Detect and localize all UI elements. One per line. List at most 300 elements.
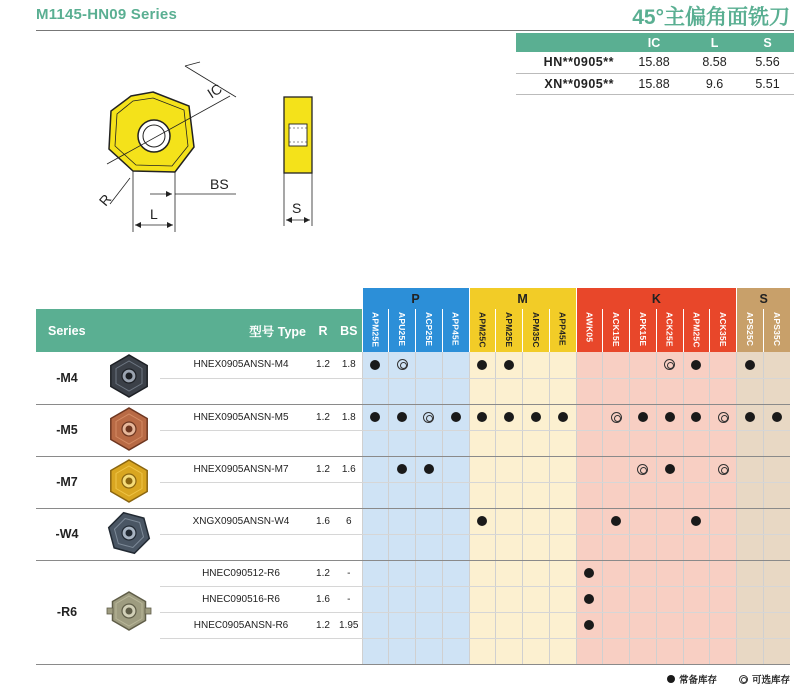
grade-cell [763, 560, 790, 586]
grade-cell [389, 638, 416, 664]
grade-cell [496, 638, 523, 664]
insert-type: HNEC090512-R6 [160, 560, 310, 586]
grade-cell [496, 404, 523, 430]
grade-header [389, 309, 416, 352]
grade-cell [603, 638, 630, 664]
grade-cell [416, 430, 443, 456]
insert-bs: 1.6 [336, 456, 362, 482]
standard-stock-icon [745, 360, 755, 370]
grade-label: ACK25E [664, 312, 675, 347]
grade-label: APP45E [450, 312, 461, 346]
grade-cell [603, 508, 630, 534]
insert-r [310, 430, 336, 456]
grade-cell [656, 638, 683, 664]
grade-cell [656, 534, 683, 560]
grade-cell [576, 508, 603, 534]
grade-cell [737, 612, 764, 638]
grade-cell [389, 456, 416, 482]
grade-cell [630, 430, 657, 456]
grade-cell [656, 482, 683, 508]
grade-label: ACK15E [611, 312, 622, 347]
grade-cell [576, 378, 603, 404]
insert-r [310, 378, 336, 404]
insert-m4-image [104, 353, 154, 399]
optional-stock-icon [637, 464, 648, 475]
grade-cell [603, 404, 630, 430]
standard-stock-icon [584, 568, 594, 578]
grade-cell [416, 482, 443, 508]
grade-cell [549, 560, 576, 586]
l-label: L [150, 206, 158, 222]
grade-cell [469, 586, 496, 612]
grade-cell [576, 430, 603, 456]
grade-cell [576, 638, 603, 664]
standard-stock-icon [397, 412, 407, 422]
standard-stock-icon [504, 360, 514, 370]
grade-cell [442, 638, 469, 664]
insert-bs [336, 534, 362, 560]
insert-r: 1.2 [310, 456, 336, 482]
dim-row [516, 52, 794, 73]
standard-stock-icon [397, 464, 407, 474]
grade-cell [710, 482, 737, 508]
grade-cell [710, 534, 737, 560]
grade-cell [442, 612, 469, 638]
grade-cell [362, 534, 389, 560]
grade-label: APK15E [637, 312, 648, 347]
grade-cell [710, 404, 737, 430]
grade-cell [763, 638, 790, 664]
grade-cell [630, 404, 657, 430]
insert-bs: 1.95 [336, 612, 362, 638]
grade-cell [683, 560, 710, 586]
grade-cell [416, 638, 443, 664]
grade-cell [362, 430, 389, 456]
grade-cell [603, 482, 630, 508]
grade-cell [416, 508, 443, 534]
grade-cell [362, 560, 389, 586]
optional-stock-icon [718, 412, 729, 423]
grade-cell [656, 612, 683, 638]
grade-cell [469, 612, 496, 638]
grade-cell [496, 534, 523, 560]
dimension-table [516, 33, 794, 95]
grade-cell [549, 638, 576, 664]
grade-cell [710, 560, 737, 586]
series-name: -R6 [36, 560, 98, 664]
grade-cell [576, 456, 603, 482]
standard-stock-icon [584, 594, 594, 604]
grade-cell [630, 508, 657, 534]
grade-cell [603, 378, 630, 404]
insert-bs [336, 378, 362, 404]
grade-cell [683, 352, 710, 378]
standard-stock-icon [370, 360, 380, 370]
grade-cell [763, 430, 790, 456]
dim-ic: 15.88 [620, 52, 688, 73]
grade-cell [576, 404, 603, 430]
table-row [36, 508, 790, 534]
dim-name: HN**0905** [516, 52, 620, 73]
optional-stock-icon [423, 412, 434, 423]
grade-header [469, 309, 496, 352]
insert-bs [336, 430, 362, 456]
grade-cell [523, 378, 550, 404]
grade-cell [523, 456, 550, 482]
standard-stock-icon [691, 412, 701, 422]
page-title: 45°主偏角面铣刀 [632, 6, 790, 29]
standard-stock-icon [667, 675, 675, 683]
grade-cell [523, 638, 550, 664]
grade-cell [630, 586, 657, 612]
grade-cell [389, 378, 416, 404]
grade-cell [416, 612, 443, 638]
insert-bs [336, 638, 362, 664]
grade-cell [656, 456, 683, 482]
table-row [36, 404, 790, 430]
grade-cell [442, 534, 469, 560]
grade-label: ACP25E [423, 312, 434, 347]
grade-cell [442, 586, 469, 612]
grade-cell [763, 482, 790, 508]
insert-type: HNEX0905ANSN-M7 [160, 456, 310, 482]
insert-r: 1.2 [310, 612, 336, 638]
grade-cell [416, 456, 443, 482]
grade-cell [683, 534, 710, 560]
series-name: -W4 [36, 508, 98, 560]
grade-cell [630, 352, 657, 378]
grade-cell [362, 638, 389, 664]
grade-cell [496, 586, 523, 612]
grade-label: APM25C [477, 312, 488, 348]
optional-stock-icon [397, 359, 408, 370]
insert-r6-image [104, 588, 154, 634]
insert-image-cell [98, 352, 160, 404]
grade-cell [496, 612, 523, 638]
insert-r: 1.6 [310, 508, 336, 534]
standard-stock-icon [745, 412, 755, 422]
grade-cell [389, 404, 416, 430]
insert-image-cell [98, 456, 160, 508]
grade-cell [763, 404, 790, 430]
dim-col-ic: IC [620, 33, 688, 52]
grade-cell [763, 612, 790, 638]
grade-cell [656, 378, 683, 404]
standard-stock-icon [504, 412, 514, 422]
grade-cell [710, 456, 737, 482]
optional-stock-icon [718, 464, 729, 475]
standard-stock-icon [558, 412, 568, 422]
grade-cell [496, 508, 523, 534]
table-row [36, 456, 790, 482]
grade-cell [576, 482, 603, 508]
material-group-m: M [469, 288, 576, 309]
grade-cell [523, 534, 550, 560]
grade-cell [737, 378, 764, 404]
grade-cell [389, 482, 416, 508]
grade-cell [442, 378, 469, 404]
grade-header [576, 309, 603, 352]
insert-r: 1.2 [310, 404, 336, 430]
grade-header [737, 309, 764, 352]
grade-cell [416, 534, 443, 560]
grade-cell [389, 560, 416, 586]
col-type: 型号 Type [160, 309, 310, 352]
grade-cell [549, 352, 576, 378]
grade-header [656, 309, 683, 352]
insert-type [160, 482, 310, 508]
grade-cell [442, 482, 469, 508]
optional-stock-icon [664, 359, 675, 370]
standard-stock-icon [370, 412, 380, 422]
grade-cell [389, 430, 416, 456]
grade-cell [737, 352, 764, 378]
col-bs: BS [336, 309, 362, 352]
standard-stock-icon [665, 412, 675, 422]
grade-cell [576, 560, 603, 586]
grade-cell [656, 508, 683, 534]
dim-s: 5.51 [741, 73, 794, 94]
grade-header [416, 309, 443, 352]
insert-r [310, 638, 336, 664]
optional-stock-icon [611, 412, 622, 423]
insert-type [160, 638, 310, 664]
grade-cell [389, 352, 416, 378]
grade-cell [549, 586, 576, 612]
grade-label: APP45E [557, 312, 568, 346]
grade-cell [416, 404, 443, 430]
grade-cell [496, 560, 523, 586]
grade-cell [416, 586, 443, 612]
grade-cell [737, 456, 764, 482]
grade-cell [549, 456, 576, 482]
grade-cell [656, 560, 683, 586]
grade-cell [389, 534, 416, 560]
table-row [36, 560, 790, 586]
grade-cell [710, 638, 737, 664]
grade-cell [710, 378, 737, 404]
grade-cell [549, 508, 576, 534]
grade-cell [710, 508, 737, 534]
grade-cell [737, 638, 764, 664]
insert-bs: - [336, 586, 362, 612]
grade-cell [737, 560, 764, 586]
grade-cell [763, 508, 790, 534]
grade-cell [523, 612, 550, 638]
series-name: -M4 [36, 352, 98, 404]
grade-cell [469, 456, 496, 482]
standard-stock-icon [477, 412, 487, 422]
grade-cell [630, 456, 657, 482]
grade-cell [603, 612, 630, 638]
grade-cell [603, 560, 630, 586]
grade-label: ACK35E [718, 312, 729, 347]
grade-cell [442, 404, 469, 430]
grade-cell [656, 404, 683, 430]
grade-cell [362, 612, 389, 638]
grade-cell [737, 534, 764, 560]
insert-r: 1.2 [310, 560, 336, 586]
standard-stock-icon [477, 360, 487, 370]
dim-row [516, 73, 794, 94]
grade-cell [710, 586, 737, 612]
grade-cell [469, 638, 496, 664]
insert-r [310, 482, 336, 508]
grade-header [630, 309, 657, 352]
grade-cell [523, 560, 550, 586]
grade-cell [763, 586, 790, 612]
grade-cell [549, 404, 576, 430]
grade-header [362, 309, 389, 352]
grade-label: APM25C [691, 312, 702, 348]
grade-cell [737, 404, 764, 430]
standard-stock-icon [665, 464, 675, 474]
grade-cell [737, 482, 764, 508]
grade-header [442, 309, 469, 352]
grade-cell [442, 352, 469, 378]
col-series: Series [36, 309, 160, 352]
grade-cell [683, 456, 710, 482]
grade-header [496, 309, 523, 352]
grade-cell [683, 508, 710, 534]
grade-cell [523, 352, 550, 378]
grade-cell [710, 352, 737, 378]
dim-ic: 15.88 [620, 73, 688, 94]
material-group-s: S [737, 288, 791, 309]
grade-cell [496, 352, 523, 378]
grade-cell [416, 352, 443, 378]
grade-cell [737, 586, 764, 612]
insert-r: 1.2 [310, 352, 336, 378]
dim-s: 5.56 [741, 52, 794, 73]
grade-cell [630, 638, 657, 664]
series-title: M1145-HN09 Series [36, 6, 177, 23]
grade-cell [549, 612, 576, 638]
grade-cell [362, 586, 389, 612]
grade-cell [523, 586, 550, 612]
insert-m5-image [104, 406, 154, 452]
dim-col-s: S [741, 33, 794, 52]
grade-cell [442, 508, 469, 534]
bs-label: BS [210, 176, 229, 192]
standard-stock-icon [611, 516, 621, 526]
insert-type: XNGX0905ANSN-W4 [160, 508, 310, 534]
standard-stock-icon [477, 516, 487, 526]
grade-cell [737, 508, 764, 534]
grade-header [549, 309, 576, 352]
grade-cell [603, 456, 630, 482]
grade-cell [630, 534, 657, 560]
grade-cell [442, 456, 469, 482]
grade-cell [469, 430, 496, 456]
grade-cell [630, 482, 657, 508]
grade-cell [442, 560, 469, 586]
dim-col-l: L [688, 33, 741, 52]
grade-cell [656, 586, 683, 612]
insert-type [160, 378, 310, 404]
grade-cell [496, 482, 523, 508]
grade-cell [549, 378, 576, 404]
grade-cell [683, 612, 710, 638]
grade-cell [362, 508, 389, 534]
grade-cell [656, 352, 683, 378]
insert-bs [336, 482, 362, 508]
grade-cell [469, 508, 496, 534]
grade-cell [763, 378, 790, 404]
insert-w4-image [104, 510, 154, 556]
grade-cell [469, 482, 496, 508]
grade-cell [683, 586, 710, 612]
grade-cell [469, 404, 496, 430]
grade-label: APU25E [397, 312, 408, 347]
grade-label: APM35C [530, 312, 541, 348]
grade-cell [603, 586, 630, 612]
grade-cell [737, 430, 764, 456]
grade-cell [362, 378, 389, 404]
grade-cell [416, 378, 443, 404]
grade-header [710, 309, 737, 352]
grade-header [523, 309, 550, 352]
grade-cell [630, 560, 657, 586]
dim-col-name [516, 33, 620, 52]
grade-cell [469, 352, 496, 378]
grade-cell [496, 456, 523, 482]
insert-type: HNEX0905ANSN-M4 [160, 352, 310, 378]
legend [667, 672, 790, 686]
grade-cell [416, 560, 443, 586]
insert-image-cell [98, 404, 160, 456]
grade-label: AWK05 [584, 312, 595, 343]
grade-cell [389, 586, 416, 612]
grade-cell [389, 612, 416, 638]
standard-stock-icon [638, 412, 648, 422]
grade-cell [710, 430, 737, 456]
dim-name: XN**0905** [516, 73, 620, 94]
s-label: S [292, 200, 302, 216]
grade-cell [603, 352, 630, 378]
grade-label: APM25E [504, 312, 515, 348]
material-group-k: K [576, 288, 737, 309]
grade-cell [763, 352, 790, 378]
grade-cell [630, 612, 657, 638]
standard-stock-icon [531, 412, 541, 422]
legend-standard: 常备库存 [678, 675, 717, 686]
grade-cell [710, 612, 737, 638]
insert-type [160, 430, 310, 456]
r-label: R [95, 190, 115, 209]
grade-header [683, 309, 710, 352]
grade-cell [523, 482, 550, 508]
grade-cell [683, 430, 710, 456]
grade-cell [576, 352, 603, 378]
grade-cell [389, 508, 416, 534]
insert-type [160, 534, 310, 560]
grade-header [763, 309, 790, 352]
grade-cell [469, 378, 496, 404]
standard-stock-icon [691, 516, 701, 526]
grade-cell [576, 534, 603, 560]
insert-type: HNEX0905ANSN-M5 [160, 404, 310, 430]
standard-stock-icon [691, 360, 701, 370]
grade-cell [362, 482, 389, 508]
grade-cell [523, 430, 550, 456]
optional-stock-icon [739, 675, 748, 684]
standard-stock-icon [451, 412, 461, 422]
table-row [36, 352, 790, 378]
standard-stock-icon [424, 464, 434, 474]
series-name: -M5 [36, 404, 98, 456]
grade-cell [496, 430, 523, 456]
